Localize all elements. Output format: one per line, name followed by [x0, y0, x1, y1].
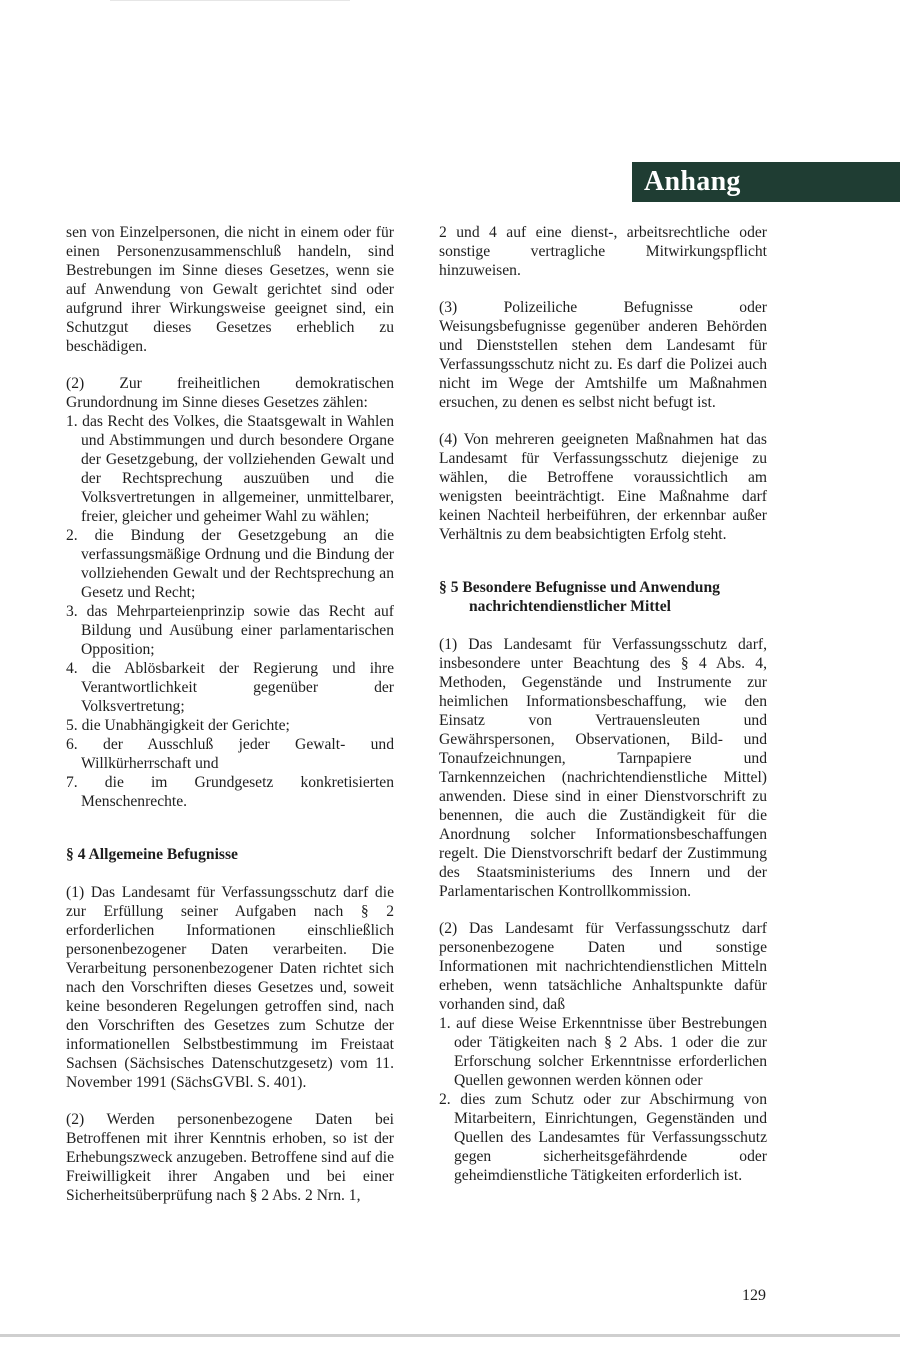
list-item: 3. das Mehrparteienprinzip sowie das Recht auf Bildung und Ausübung einer parlamentarischen Opposition; — [66, 603, 394, 658]
list-item: 2. die Bindung der Gesetzgebung an die verfassungsmäßige Ordnung und die Bindung der vollziehenden Gewalt und der Rechtsprechung an Gesetz und Recht; — [66, 527, 394, 601]
list-item: 5. die Unabhängigkeit der Gerichte; — [66, 717, 290, 734]
section-5-heading: § 5 Besondere Befugnisse und Anwendung nachrichtendienstlicher Mittel — [439, 579, 720, 615]
list-item: 4. die Ablösbarkeit der Regierung und ihre Verantwortlichkeit gegenüber der Volksvertretung; — [66, 660, 394, 715]
paragraph-continuation: 2 und 4 auf eine dienst-, arbeitsrechtliche oder sonstige vertragliche Mitwirkungspflicht hinzuweisen. — [439, 224, 767, 279]
list-item: 2. dies zum Schutz oder zur Abschirmung von Mitarbeitern, Einrichtungen, Gegenständen und Quellen des Landesamtes für Verfassungsschutz gegen sicherheitsgefährdende oder geheimdienstliche Tätigkeiten erforderlich ist. — [439, 1091, 767, 1184]
section-5-paragraph-2-intro: (2) Das Landesamt für Verfassungsschutz darf personenbezogene Daten und sonstige Informationen mit nachrichtendienstlichen Mitteln erheben, wenn tatsächliche Anhaltspunkte dafür vorhanden sind, daß — [439, 920, 767, 1013]
list-item: 6. der Ausschluß jeder Gewalt- und Willkürherrschaft und — [66, 736, 394, 772]
section-5-paragraph-1: (1) Das Landesamt für Verfassungsschutz darf, insbesondere unter Beachtung des § 4 Abs. 4, Methoden, Gegenstände und Instrumente zur heimlichen Informationsbeschaffung, wie den Einsatz von Vertrauensleuten und Gewährspersonen, Observationen, Bild- und Tonaufzeichnungen, Tarnpapiere und Tarnkennzeichen (nachrichtendienstliche Mittel) anwenden. Diese sind in einer Dienstvorschrift zu benennen, die auch die Zuständigkeit für die Anordnung solcher Informationsbeschaffungen regelt. Die Dienstvorschrift bedarf der Zustimmung des Staatsministeriums des Innern und der Parlamentarischen Kontrollkommission. — [439, 636, 767, 900]
section-tab: Anhang — [632, 162, 900, 202]
top-edge-line — [110, 0, 350, 1]
paragraph-3: (3) Polizeiliche Befugnisse oder Weisungsbefugnisse gegenüber anderen Behörden und Dienststellen stehen dem Landesamt für Verfassungsschutz nicht zu. Es darf die Polizei auch nicht im Wege der Amtshilfe um Maßnahmen ersuchen, zu denen es selbst nicht befugt ist. — [439, 299, 767, 411]
section-4-heading: § 4 Allgemeine Befugnisse — [66, 846, 238, 863]
paragraph-continuation: sen von Einzelpersonen, die nicht in einem oder für einen Personenzusammenschluß handeln, sind Bestrebungen im Sinne dieses Gesetzes, wenn sie auf Anwendung von Gewalt gerichtet sind oder aufgrund ihrer Wirkungsweise geeignet sind, ein Schutzgut dieses Gesetzes erheblich zu beschädigen. — [66, 224, 394, 355]
section-4-paragraph-1: (1) Das Landesamt für Verfassungsschutz darf die zur Erfüllung seiner Aufgaben nach § 2 erforderlichen Informationen einschließlich personenbezogener Daten verarbeiten. Die Verarbeitung personenbezogener Daten richtet sich nach den Vorschriften dieses Gesetzes und, soweit keine besonderen Regelungen getroffen sind, nach den Vorschriften des Gesetzes zum Schutze der informationellen Selbstbestimmung im Freistaat Sachsen (Sächsisches Datenschutzgesetz) vom 11. November 1991 (SächsGVBl. S. 401). — [66, 884, 394, 1091]
list-item: 1. auf diese Weise Erkenntnisse über Bestrebungen oder Tätigkeiten nach § 2 Abs. 1 oder die zur Erforschung solcher Erkenntnisse erforderlichen Quellen gewonnen werden können oder — [439, 1015, 767, 1089]
bottom-edge-line — [0, 1334, 900, 1337]
paragraph-4: (4) Von mehreren geeigneten Maßnahmen hat das Landesamt für Verfassungsschutz diejenige zu wählen, die Betroffene voraussichtlich am wenigsten beeinträchtigt. Eine Maßnahme darf keinen Nachteil herbeiführen, der erkennbar außer Verhältnis zu dem beabsichtigten Erfolg steht. — [439, 431, 767, 543]
paragraph-2-intro: (2) Zur freiheitlichen demokratischen Grundordnung im Sinne dieses Gesetzes zählen: — [66, 375, 394, 411]
section-5-list — [439, 1014, 767, 1185]
list-item: 1. das Recht des Volkes, die Staatsgewalt in Wahlen und Abstimmungen und durch besondere Organe der Gesetzgebung, der vollziehenden Gewalt und der Rechtsprechung auszuüben und die Volksvertretungen in allgemeiner, unmittelbarer, freier, gleicher und geheimer Wahl zu wählen; — [66, 413, 394, 525]
page-number: 129 — [742, 1287, 766, 1304]
section-4-paragraph-2: (2) Werden personenbezogene Daten bei Betroffenen mit ihrer Kenntnis erhoben, so ist der Erhebungszweck anzugeben. Betroffene sind auf die Freiwilligkeit ihrer Angaben und bei einer Sicherheitsüberprüfung nach § 2 Abs. 2 Nrn. 1, — [66, 1111, 394, 1204]
right-column — [439, 223, 767, 1203]
left-column — [66, 223, 394, 1223]
list-item: 7. die im Grundgesetz konkretisierten Menschenrechte. — [66, 774, 394, 810]
fdgo-list — [66, 412, 394, 811]
